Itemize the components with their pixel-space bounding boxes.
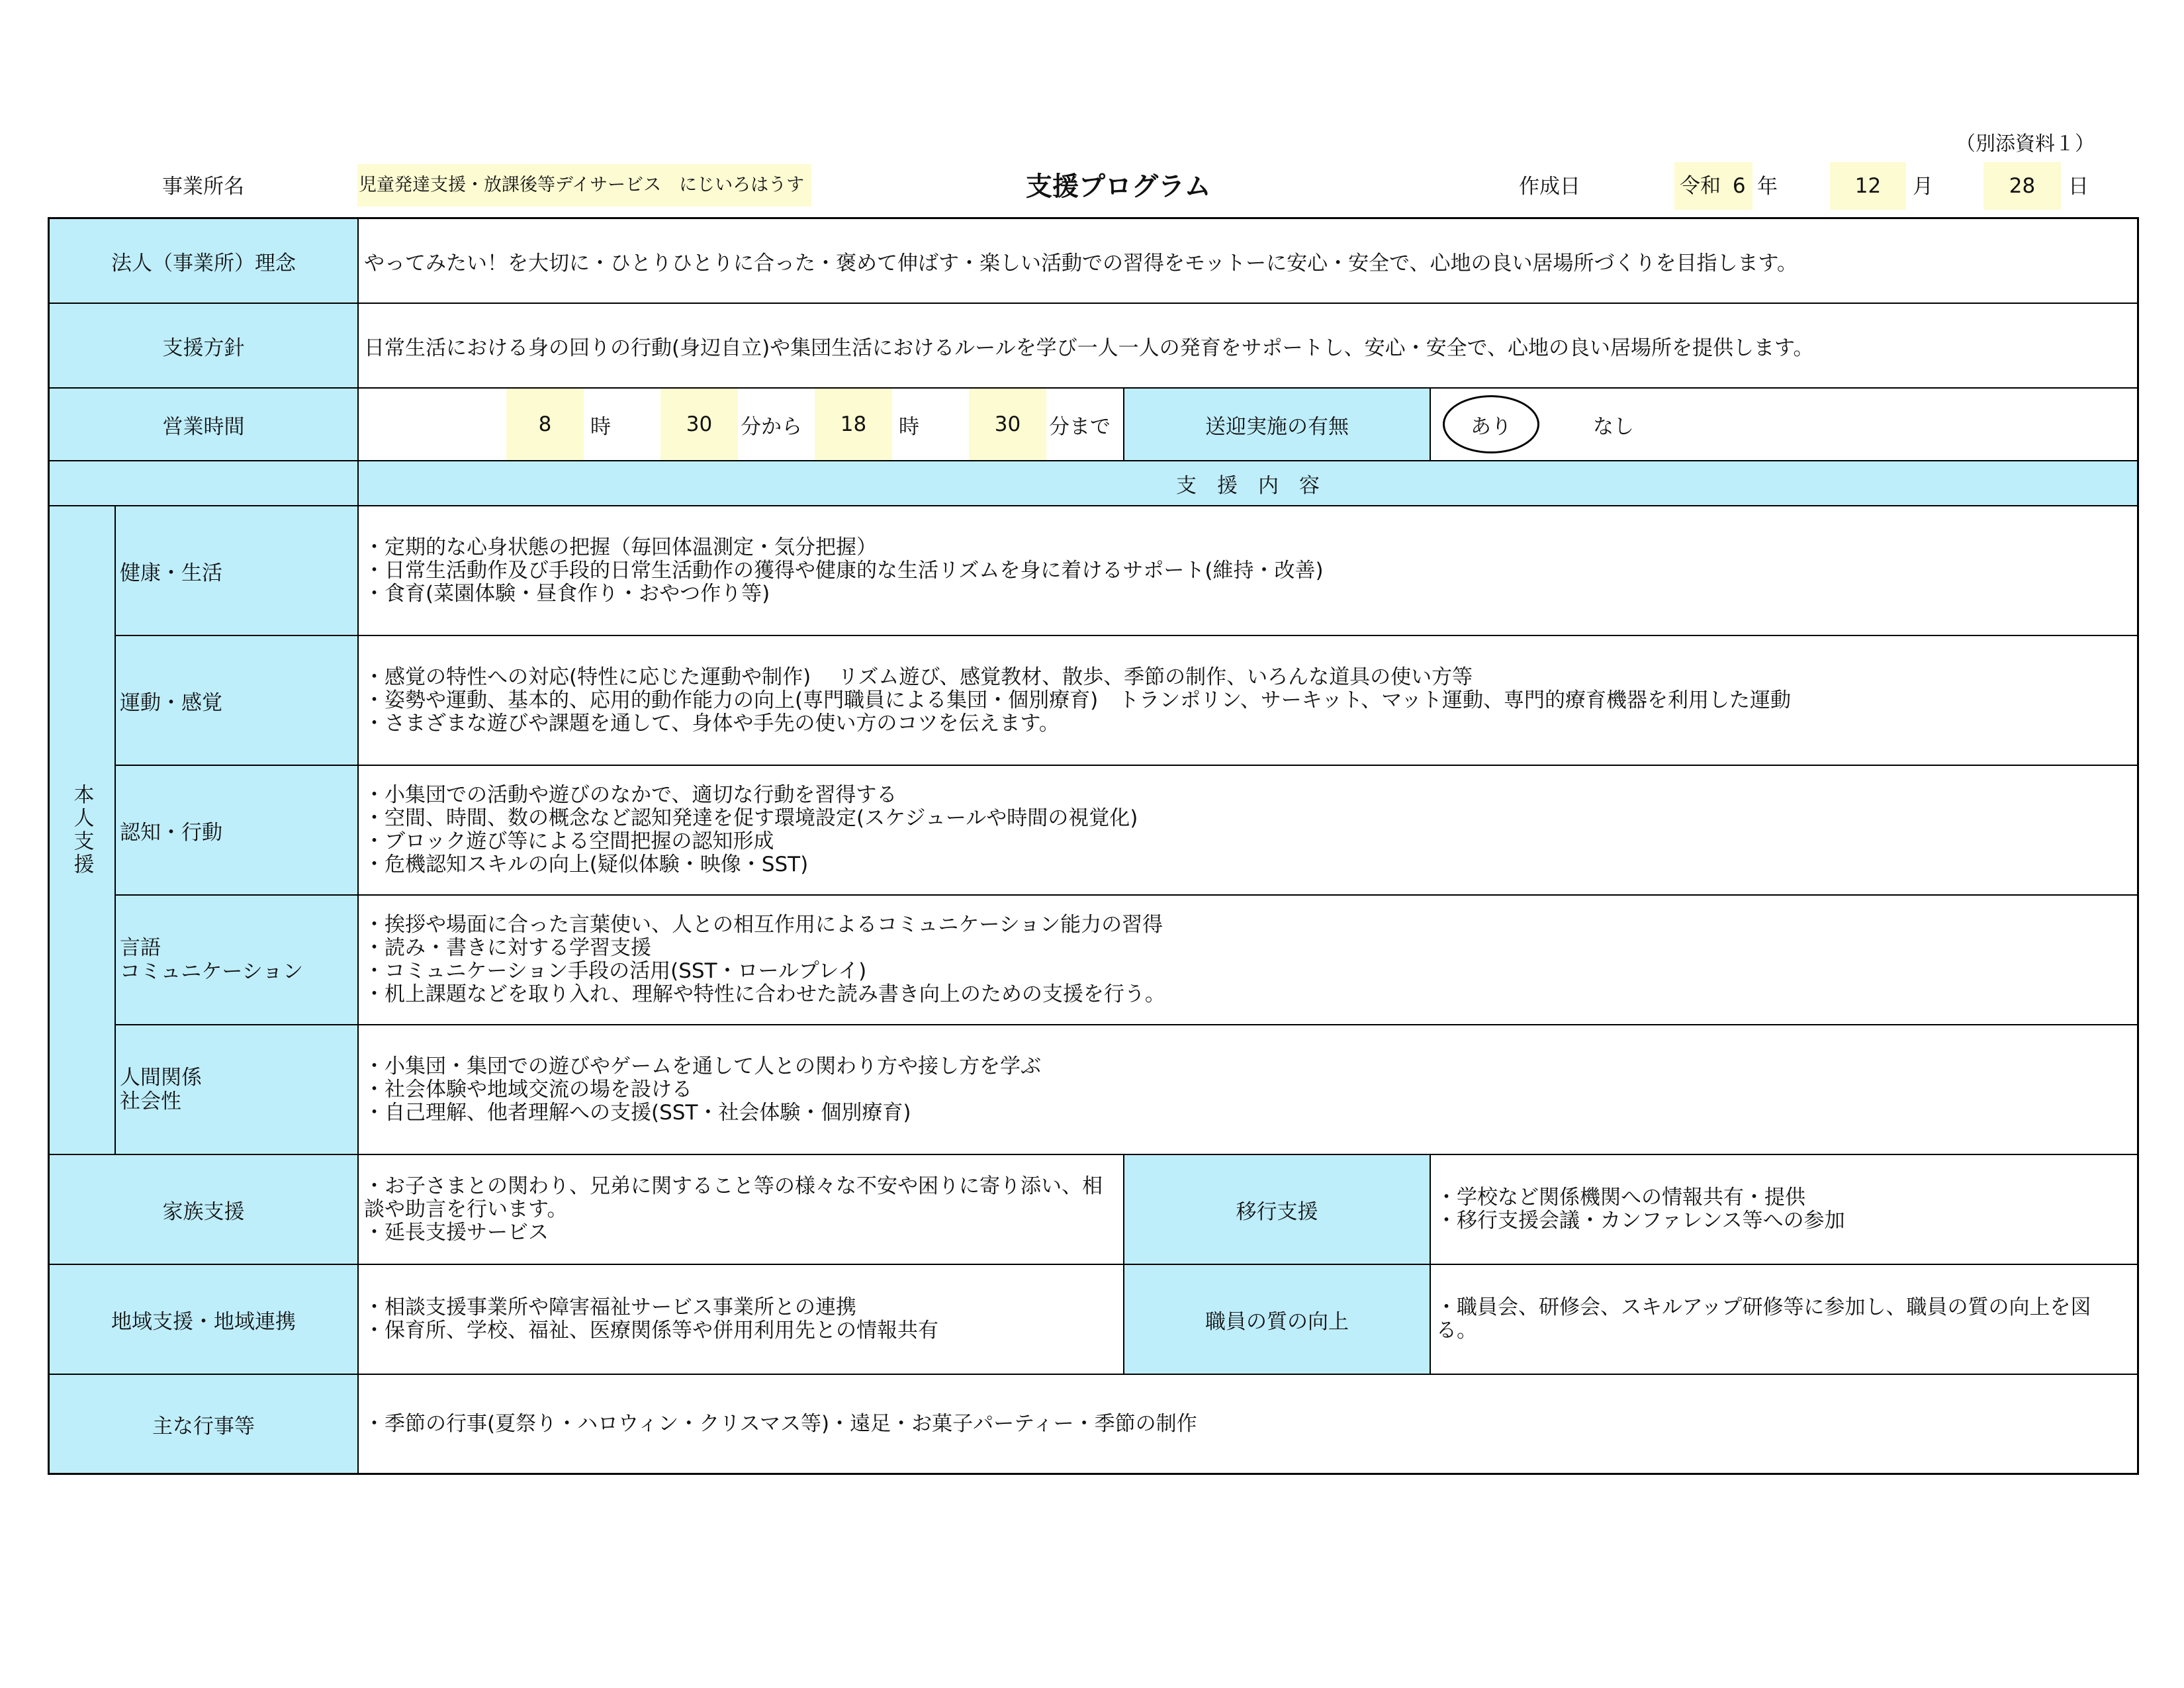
row-health-label: 健康・生活 — [116, 506, 359, 636]
list-item: ・小集団での活動や遊びのなかで、適切な行動を習得する — [364, 783, 897, 807]
list-item: ・空間、時間、数の概念など認知発達を促す環境設定(スケジュールや時間の視覚化) — [364, 806, 1138, 830]
row-motor-content — [359, 636, 2137, 766]
month-field[interactable]: 12 — [1830, 162, 1906, 210]
date-label: 作成日 — [1519, 175, 1580, 199]
list-item: ・社会体験や地域交流の場を設ける — [364, 1077, 692, 1102]
month-unit: 月 — [1913, 175, 1933, 199]
row-language-content — [359, 896, 2137, 1025]
list-item: ・読み・書きに対する学習支援 — [364, 936, 651, 960]
page-title: 支援プログラム — [1026, 171, 1211, 202]
events-label: 主な行事等 — [50, 1375, 359, 1473]
list-item: ・食育(菜園体験・昼食作り・おやつ作り等) — [364, 581, 770, 606]
row-social-content — [359, 1025, 2137, 1155]
year-unit: 年 — [1757, 175, 1778, 199]
list-item: ・危機認知スキルの向上(疑似体験・映像・SST) — [364, 853, 809, 876]
list-item: ・小集団・集団での遊びやゲームを通して人との関わり方や接し方を学ぶ — [364, 1054, 1041, 1078]
year-value: 6 — [1732, 174, 1746, 198]
list-item: ・コミュニケーション手段の活用(SST・ロールプレイ) — [364, 959, 867, 983]
support-program-table — [48, 217, 2139, 1475]
start-minute-field[interactable]: 30 — [660, 389, 738, 460]
row-social-label: 人間関係 社会性 — [116, 1025, 359, 1155]
philosophy-label: 法人（事業所）理念 — [50, 219, 359, 304]
office-name-label: 事業所名 — [162, 175, 244, 199]
row-cognition-content — [359, 766, 2137, 896]
day-field[interactable]: 28 — [1983, 162, 2061, 210]
row-language-label: 言語 コミュニケーション — [116, 896, 359, 1025]
individual-support-label-cell — [50, 506, 116, 1155]
individual-support-label: 本人支援 — [69, 784, 94, 876]
list-item: ・ブロック遊び等による空間把握の認知形成 — [364, 829, 774, 853]
list-item: ・定期的な心身状態の把握（毎回体温測定・気分把握） — [364, 535, 877, 559]
row-health-content — [359, 506, 2137, 636]
content-header: 支 援 内 容 — [359, 461, 2137, 506]
end-minute-field[interactable]: 30 — [969, 389, 1046, 460]
office-name-field[interactable]: 児童発達支援・放課後等デイサービス にじいろはうす — [357, 164, 811, 207]
hours-label: 営業時間 — [50, 389, 359, 461]
transition-support-content: ・学校など関係機関への情報共有・提供 ・移行支援会議・カンファレンス等への参加 — [1431, 1155, 2137, 1265]
community-support-label: 地域支援・地域連携 — [50, 1265, 359, 1375]
end-hour-field[interactable]: 18 — [815, 389, 892, 460]
family-support-content: ・お子さまとの関わり、兄弟に関すること等の様々な不安や困りに寄り添い、相 談や助言を行います。 ・延長支援サービス — [359, 1155, 1124, 1265]
hour-unit-2: 時 — [899, 414, 919, 439]
from-label: 分から — [741, 414, 802, 439]
events-content: ・季節の行事(夏祭り・ハロウィン・クリスマス等)・遠足・お菓子パーティー・季節の制作 — [364, 1411, 1197, 1436]
transport-no-option[interactable]: なし — [1593, 414, 1634, 439]
family-support-label: 家族支援 — [50, 1155, 359, 1265]
staff-quality-content: ・職員会、研修会、スキルアップ研修等に参加し、職員の質の向上を図 る。 — [1431, 1265, 2137, 1375]
transport-yes-option[interactable]: あり — [1443, 395, 1539, 453]
row-motor-label: 運動・感覚 — [116, 636, 359, 766]
philosophy-text: やってみたい！を大切に・ひとりひとりに合った・褒めて伸ばす・楽しい活動での習得をモットーに安心・安全で、心地の良い居場所づくりを目指します。 — [359, 219, 2137, 304]
transport-label: 送迎実施の有無 — [1124, 389, 1431, 461]
era-field[interactable] — [1674, 162, 1752, 210]
transport-cell — [1431, 389, 2137, 461]
list-item: ・日常生活動作及び手段的日常生活動作の獲得や健康的な生活リズムを身に着けるサポート(維持・改善) — [364, 558, 1324, 583]
list-item: ・自己理解、他者理解への支援(SST・社会体験・個別療育) — [364, 1100, 911, 1125]
community-support-content: ・相談支援事業所や障害福祉サービス事業所との連携 ・保育所、学校、福祉、医療関係等や併用利用先との情報共有 — [359, 1265, 1124, 1375]
era-name: 令和 — [1680, 174, 1721, 198]
start-hour-field[interactable]: 8 — [506, 389, 584, 460]
row-cognition-label: 認知・行動 — [116, 766, 359, 896]
transition-support-label: 移行支援 — [1124, 1155, 1431, 1265]
policy-text: 日常生活における身の回りの行動(身辺自立)や集団生活におけるルールを学び一人一人の発育をサポートし、安心・安全で、心地の良い居場所を提供します。 — [359, 304, 2137, 389]
day-unit: 日 — [2068, 175, 2089, 199]
list-item: ・感覚の特性への対応(特性に応じた運動や制作) リズム遊び、感覚教材、散歩、季節の制作、いろんな道具の使い方等 — [364, 665, 1473, 689]
hours-cell — [359, 389, 1124, 461]
list-item: ・机上課題などを取り入れ、理解や特性に合わせた読み書き向上のための支援を行う。 — [364, 982, 1165, 1006]
hour-unit-1: 時 — [590, 414, 611, 439]
list-item: ・さまざまな遊びや課題を通して、身体や手先の使い方のコツを伝えます。 — [364, 711, 1060, 735]
list-item: ・姿勢や運動、基本的、応用的動作能力の向上(専門職員による集団・個別療育) トランポリン、サーキット、マット運動、専門的療育機器を利用した運動 — [364, 688, 1792, 712]
content-header-blank — [50, 461, 359, 506]
staff-quality-label: 職員の質の向上 — [1124, 1265, 1431, 1375]
until-label: 分まで — [1049, 414, 1111, 439]
attachment-label: （別添資料１） — [1956, 132, 2095, 156]
list-item: ・挨拶や場面に合った言葉使い、人との相互作用によるコミュニケーション能力の習得 — [364, 913, 1163, 937]
policy-label: 支援方針 — [50, 304, 359, 389]
